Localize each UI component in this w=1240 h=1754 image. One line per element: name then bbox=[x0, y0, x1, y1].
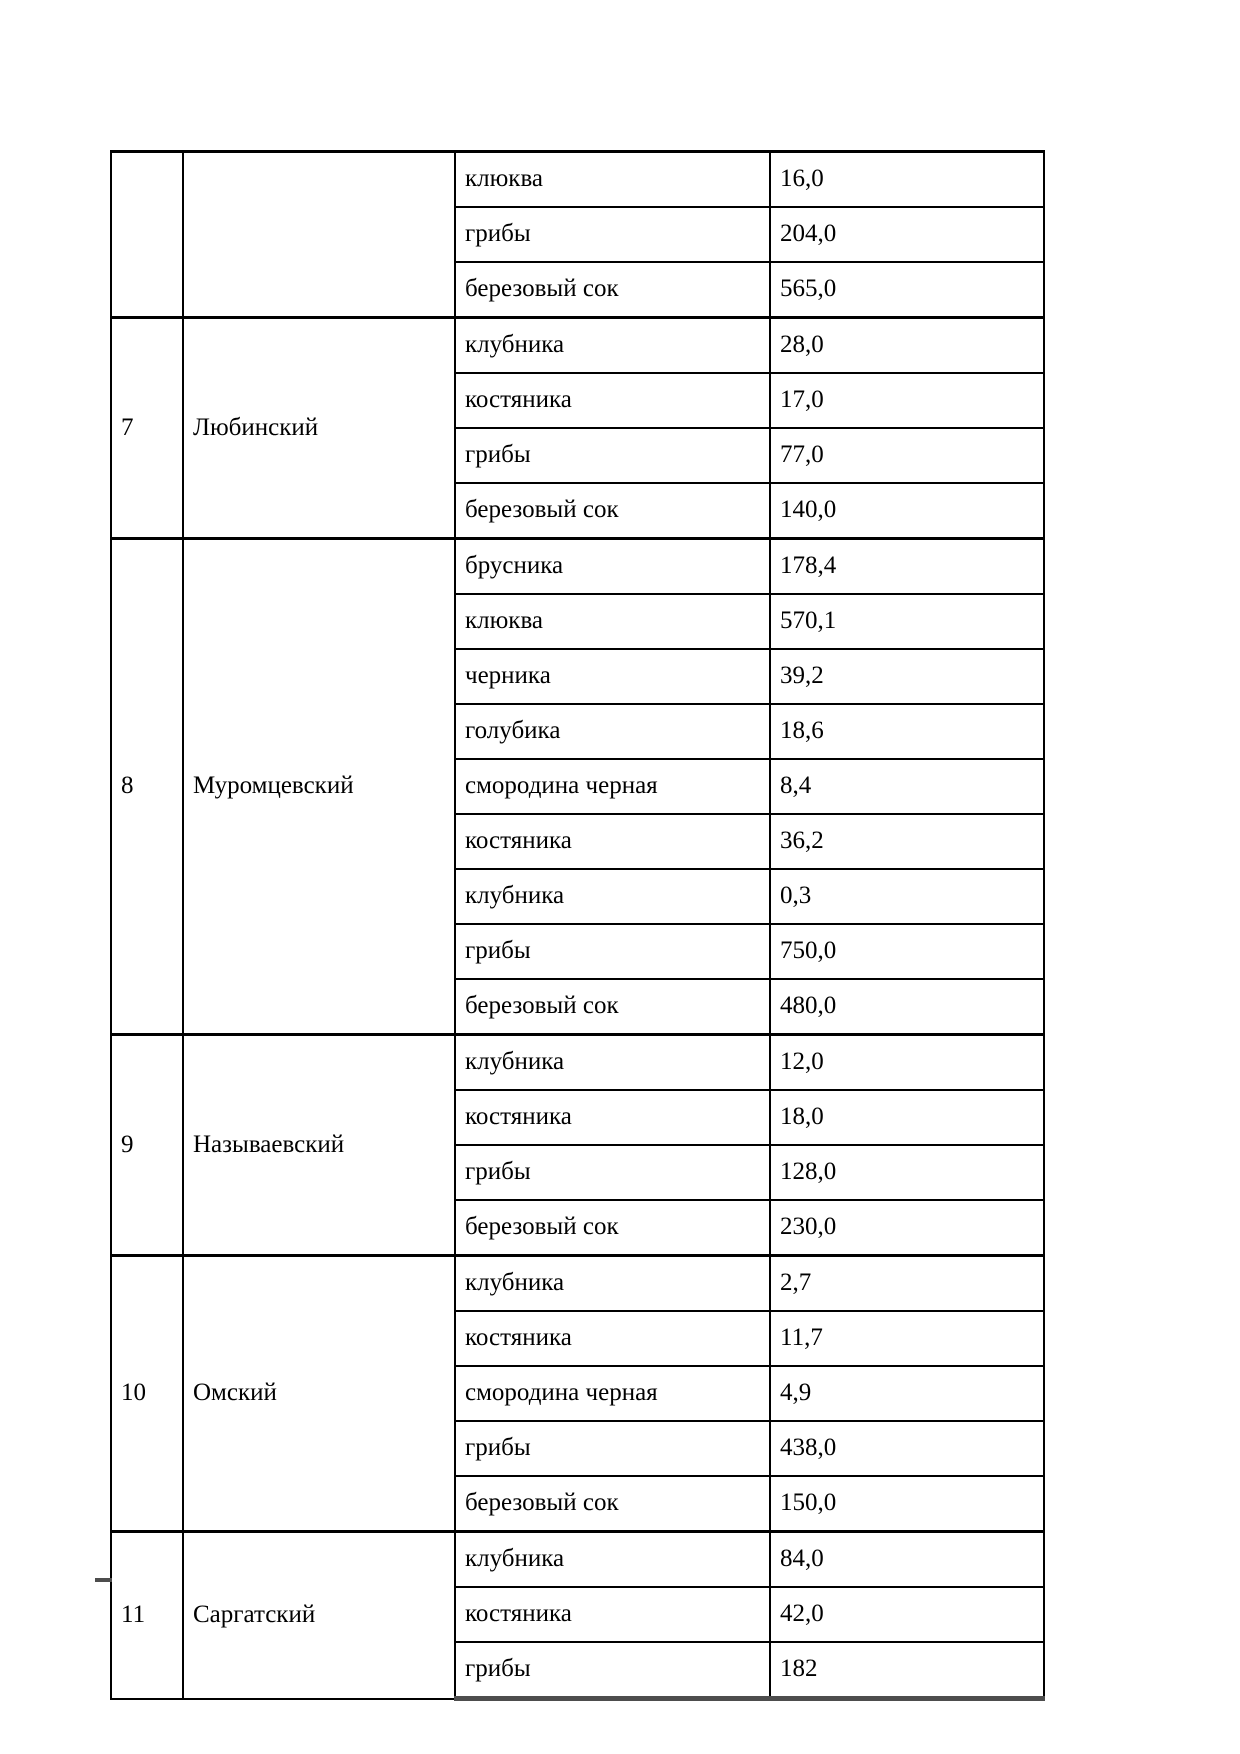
value-cell: 565,0 bbox=[770, 262, 1044, 318]
value-cell: 750,0 bbox=[770, 924, 1044, 979]
value-cell: 438,0 bbox=[770, 1421, 1044, 1476]
row-number-cell: 8 bbox=[111, 539, 183, 1035]
product-cell: березовый сок bbox=[455, 979, 770, 1035]
product-cell: грибы bbox=[455, 1421, 770, 1476]
product-cell: грибы bbox=[455, 1642, 770, 1699]
value-cell: 36,2 bbox=[770, 814, 1044, 869]
value-cell: 28,0 bbox=[770, 318, 1044, 374]
district-cell: Омский bbox=[183, 1256, 455, 1532]
value-cell: 4,9 bbox=[770, 1366, 1044, 1421]
value-cell: 0,3 bbox=[770, 869, 1044, 924]
product-cell: грибы bbox=[455, 207, 770, 262]
product-cell: березовый сок bbox=[455, 1200, 770, 1256]
value-cell: 128,0 bbox=[770, 1145, 1044, 1200]
value-cell: 42,0 bbox=[770, 1587, 1044, 1642]
product-cell: костяника bbox=[455, 814, 770, 869]
value-cell: 17,0 bbox=[770, 373, 1044, 428]
product-cell: клубника bbox=[455, 1532, 770, 1588]
product-cell: брусника bbox=[455, 539, 770, 595]
table-row bbox=[111, 318, 1044, 374]
value-cell: 480,0 bbox=[770, 979, 1044, 1035]
product-cell: клубника bbox=[455, 1035, 770, 1091]
product-cell: костяника bbox=[455, 1090, 770, 1145]
product-cell: клубника bbox=[455, 318, 770, 374]
value-cell: 182 bbox=[770, 1642, 1044, 1699]
table-row bbox=[111, 1256, 1044, 1312]
value-cell: 204,0 bbox=[770, 207, 1044, 262]
product-cell: смородина черная bbox=[455, 759, 770, 814]
product-cell: грибы bbox=[455, 924, 770, 979]
district-cell bbox=[183, 152, 455, 318]
value-cell: 570,1 bbox=[770, 594, 1044, 649]
district-cell: Называевский bbox=[183, 1035, 455, 1256]
district-cell: Муромцевский bbox=[183, 539, 455, 1035]
product-cell: клубника bbox=[455, 869, 770, 924]
district-cell: Любинский bbox=[183, 318, 455, 539]
value-cell: 39,2 bbox=[770, 649, 1044, 704]
value-cell: 11,7 bbox=[770, 1311, 1044, 1366]
row-number-cell: 11 bbox=[111, 1532, 183, 1699]
product-cell: костяника bbox=[455, 1311, 770, 1366]
product-cell: березовый сок bbox=[455, 262, 770, 318]
value-cell: 140,0 bbox=[770, 483, 1044, 539]
product-cell: березовый сок bbox=[455, 483, 770, 539]
row-number-cell: 10 bbox=[111, 1256, 183, 1532]
table-row bbox=[111, 1035, 1044, 1091]
product-cell: костяника bbox=[455, 373, 770, 428]
value-cell: 230,0 bbox=[770, 1200, 1044, 1256]
value-cell: 2,7 bbox=[770, 1256, 1044, 1312]
value-cell: 12,0 bbox=[770, 1035, 1044, 1091]
district-cell: Саргатский bbox=[183, 1532, 455, 1699]
value-cell: 150,0 bbox=[770, 1476, 1044, 1532]
value-cell: 18,6 bbox=[770, 704, 1044, 759]
product-cell: костяника bbox=[455, 1587, 770, 1642]
row-number-cell bbox=[111, 152, 183, 318]
page-cut-line bbox=[95, 1578, 112, 1582]
product-cell: смородина черная bbox=[455, 1366, 770, 1421]
product-cell: клюква bbox=[455, 152, 770, 208]
value-cell: 8,4 bbox=[770, 759, 1044, 814]
product-cell: клюква bbox=[455, 594, 770, 649]
harvest-table bbox=[110, 150, 1045, 1701]
product-cell: березовый сок bbox=[455, 1476, 770, 1532]
product-cell: грибы bbox=[455, 1145, 770, 1200]
table-row bbox=[111, 539, 1044, 595]
value-cell: 77,0 bbox=[770, 428, 1044, 483]
table-row bbox=[111, 152, 1044, 208]
value-cell: 84,0 bbox=[770, 1532, 1044, 1588]
harvest-table-body bbox=[111, 152, 1044, 1699]
row-number-cell: 7 bbox=[111, 318, 183, 539]
product-cell: клубника bbox=[455, 1256, 770, 1312]
value-cell: 18,0 bbox=[770, 1090, 1044, 1145]
table-row bbox=[111, 1532, 1044, 1588]
product-cell: голубика bbox=[455, 704, 770, 759]
row-number-cell: 9 bbox=[111, 1035, 183, 1256]
value-cell: 178,4 bbox=[770, 539, 1044, 595]
value-cell: 16,0 bbox=[770, 152, 1044, 208]
product-cell: грибы bbox=[455, 428, 770, 483]
product-cell: черника bbox=[455, 649, 770, 704]
